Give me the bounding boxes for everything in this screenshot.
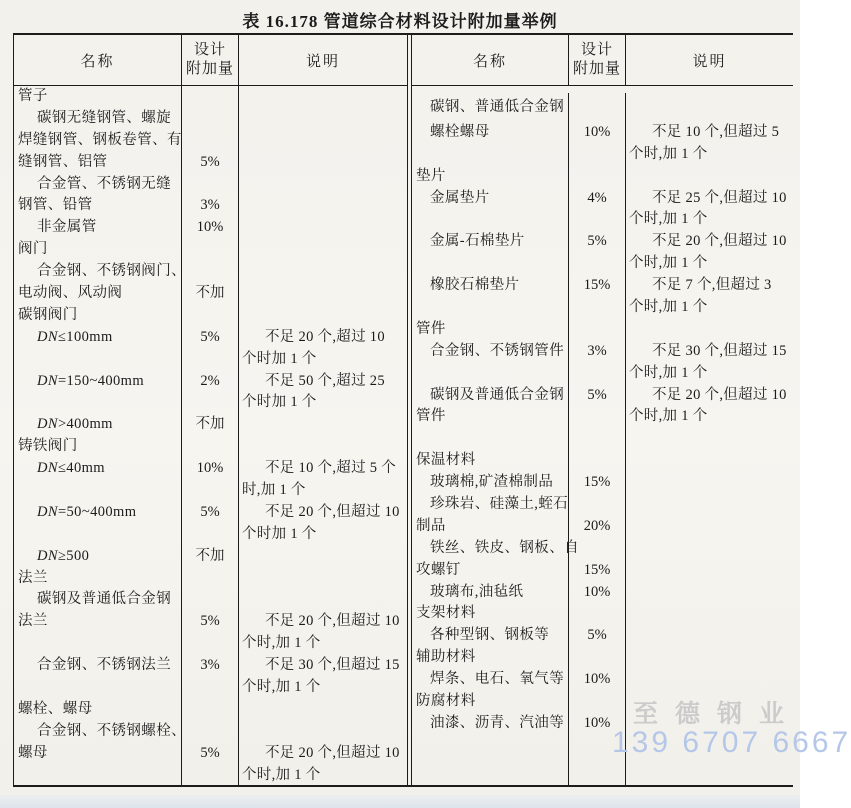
table-row: [412, 166, 793, 188]
name-cell: 管件: [416, 320, 446, 337]
note-cell: 个时,加 1 个: [629, 408, 708, 425]
note-cell: [239, 283, 407, 305]
qty-cell: 10%: [568, 122, 626, 144]
name-cell: 钢管、铅管: [18, 197, 93, 214]
note-cell: [626, 516, 793, 538]
table-row: [14, 305, 407, 327]
qty-cell: 10%: [568, 713, 626, 735]
table-row: [14, 414, 407, 436]
name-cell: [412, 428, 568, 450]
qty-cell: 10%: [181, 217, 239, 239]
note-cell: 不足 30 个,但超过 15: [265, 657, 400, 674]
qty-cell: 2%: [181, 371, 239, 393]
note-cell: [239, 108, 407, 130]
table-row: [14, 261, 407, 283]
qty-cell: [181, 677, 239, 699]
note-cell: [626, 93, 793, 122]
qty-cell: [181, 174, 239, 196]
table-title: 表 16.178 管道综合材料设计附加量举例: [242, 12, 558, 31]
qty-cell: [181, 436, 239, 458]
note-cell: 不足 20 个,但超过 10: [652, 386, 787, 403]
note-cell: [626, 428, 793, 450]
name-cell: 非金属管: [37, 219, 97, 236]
note-cell: [239, 546, 407, 568]
table-row: [412, 86, 793, 122]
table-row: [412, 516, 793, 538]
qty-cell: 10%: [568, 582, 626, 604]
name-cell: 电动阀、风动阀: [18, 285, 123, 302]
name-cell: 辅助材料: [416, 649, 476, 666]
name-cell: 管件: [416, 408, 446, 425]
note-cell: [239, 436, 407, 458]
table-row: [14, 589, 407, 611]
name-cell: [14, 633, 181, 655]
table-row: [14, 458, 407, 480]
table-row: [14, 152, 407, 174]
note-cell: [626, 450, 793, 472]
table-row: [14, 743, 407, 765]
qty-cell: [568, 428, 626, 450]
qty-cell: 3%: [568, 341, 626, 363]
qty-cell: [568, 538, 626, 560]
table-row: [412, 209, 793, 231]
table-row: [412, 647, 793, 669]
name-cell: [14, 392, 181, 414]
name-cell: 合金钢、不锈钢阀门、: [37, 263, 186, 280]
qty-cell: [181, 239, 239, 261]
name-cell: 螺栓、螺母: [18, 700, 93, 717]
name-cell: 金属垫片: [430, 189, 490, 206]
name-cell: [14, 524, 181, 546]
name-cell: 支架材料: [416, 605, 476, 622]
name-cell: [412, 735, 568, 785]
table-left-half: [14, 35, 408, 785]
note-cell: 个时加 1 个: [242, 350, 317, 367]
qty-cell: [181, 765, 239, 787]
table-row: [412, 428, 793, 450]
note-cell: 不足 20 个,超过 10: [265, 328, 385, 345]
note-cell: [239, 217, 407, 239]
watermark-phone: 139 6707 6667: [612, 726, 851, 759]
name-cell: [14, 765, 181, 787]
note-cell: 个时,加 1 个: [629, 364, 708, 381]
column-header-name: 名称: [472, 53, 507, 70]
header-qty-line1: 设计: [193, 42, 226, 58]
table-row: [412, 625, 793, 647]
note-cell: 个时,加 1 个: [629, 211, 708, 228]
table-row: [412, 406, 793, 428]
table-row: [14, 349, 407, 371]
qty-cell: [568, 450, 626, 472]
name-cell: 螺母: [18, 744, 48, 761]
name-cell: 攻螺钉: [416, 561, 461, 578]
name-cell: 碳钢及普通低合金钢: [37, 591, 172, 608]
column-header-design-addition: [181, 35, 239, 85]
table-row: [14, 130, 407, 152]
note-cell: [626, 560, 793, 582]
note-cell: [239, 261, 407, 283]
note-cell: 时,加 1 个: [242, 482, 306, 499]
name-cell: DN>400mm: [37, 416, 113, 433]
table-row: [14, 765, 407, 787]
watermark-company: 至德钢业: [633, 700, 802, 728]
right-rows: [412, 86, 793, 785]
table-row: [412, 494, 793, 516]
qty-cell: [181, 699, 239, 721]
qty-cell: 5%: [181, 743, 239, 765]
table-row: [14, 524, 407, 546]
table-row: [412, 582, 793, 604]
note-cell: [239, 152, 407, 174]
name-cell: 焊条、电石、氧气等: [430, 671, 565, 688]
qty-cell: [568, 406, 626, 428]
note-cell: [626, 603, 793, 625]
table-row: [14, 217, 407, 239]
note-cell: [626, 582, 793, 604]
qty-cell: [568, 297, 626, 319]
name-cell: 碳钢及普通低合金钢: [430, 386, 565, 403]
name-cell: 铸铁阀门: [18, 438, 78, 455]
name-cell: DN≤100mm: [37, 328, 113, 345]
name-cell: [412, 297, 568, 319]
note-cell: 个时,加 1 个: [629, 299, 708, 316]
name-cell: 缝钢管、铝管: [18, 153, 108, 170]
qty-cell: 5%: [568, 385, 626, 407]
table-row: [412, 275, 793, 297]
name-cell: DN=50~400mm: [37, 503, 137, 520]
table-row: [14, 568, 407, 590]
name-cell: 合金管、不锈钢无缝: [37, 175, 172, 192]
name-cell: 玻璃棉,矿渣棉制品: [430, 474, 554, 491]
qty-cell: [568, 144, 626, 166]
note-cell: 不足 20 个,但超过 10: [265, 744, 400, 761]
name-cell: 油漆、沥青、汽油等: [430, 714, 565, 731]
note-cell: 个时,加 1 个: [242, 679, 321, 696]
qty-cell: 5%: [568, 625, 626, 647]
qty-cell: [568, 691, 626, 713]
qty-cell: [568, 494, 626, 516]
table-row: [412, 253, 793, 275]
table-row: [14, 86, 407, 108]
header-qty-line2: 附加量: [572, 61, 621, 77]
qty-cell: [181, 589, 239, 611]
table-row: [412, 669, 793, 691]
name-cell: [412, 363, 568, 385]
table-row: [412, 538, 793, 560]
table-row: [412, 122, 793, 144]
note-cell: [239, 414, 407, 436]
name-cell: [412, 144, 568, 166]
note-cell: [239, 305, 407, 327]
qty-cell: [568, 603, 626, 625]
qty-cell: 15%: [568, 560, 626, 582]
qty-cell: [181, 86, 239, 108]
table-row: [14, 174, 407, 196]
table-row: [14, 699, 407, 721]
column-header-design-addition: [568, 35, 626, 85]
table-row: [412, 450, 793, 472]
table-row: [412, 144, 793, 166]
name-cell: 阀门: [18, 241, 48, 258]
name-cell: 橡胶石棉垫片: [430, 277, 520, 294]
note-cell: [239, 721, 407, 743]
name-cell: 垫片: [416, 167, 446, 184]
name-cell: 铁丝、铁皮、钢板、自: [430, 539, 579, 556]
table-row: [412, 363, 793, 385]
table-row: [14, 327, 407, 349]
header-qty-line1: 设计: [580, 42, 613, 58]
table-right-half: [411, 35, 793, 785]
qty-cell: [181, 480, 239, 502]
qty-cell: 10%: [181, 458, 239, 480]
note-cell: 个时,加 1 个: [629, 145, 708, 162]
name-cell: [14, 349, 181, 371]
name-cell: 金属-石棉垫片: [430, 233, 525, 250]
table-row: [14, 239, 407, 261]
note-cell: [239, 699, 407, 721]
note-cell: [239, 589, 407, 611]
name-cell: 玻璃布,油毡纸: [430, 583, 524, 600]
name-cell: [14, 480, 181, 502]
qty-cell: 15%: [568, 275, 626, 297]
note-cell: 不足 50 个,超过 25: [265, 372, 385, 389]
column-header-name: 名称: [80, 53, 115, 70]
qty-cell: [181, 524, 239, 546]
qty-cell: 20%: [568, 516, 626, 538]
note-cell: 个时,加 1 个: [242, 635, 321, 652]
table-row: [412, 603, 793, 625]
qty-cell: [181, 305, 239, 327]
note-cell: [626, 625, 793, 647]
table-row: [412, 231, 793, 253]
qty-cell: 10%: [568, 669, 626, 691]
qty-cell: [181, 349, 239, 371]
qty-cell: [181, 108, 239, 130]
note-cell: [626, 669, 793, 691]
note-cell: [626, 319, 793, 341]
qty-cell: [568, 363, 626, 385]
table-row: [14, 677, 407, 699]
note-cell: 个时加 1 个: [242, 394, 317, 411]
qty-cell: 5%: [568, 231, 626, 253]
table-row: [14, 655, 407, 677]
header-qty-line2: 附加量: [185, 61, 234, 77]
table-row: [412, 472, 793, 494]
name-cell: 合金钢、不锈钢法兰: [37, 657, 172, 674]
qty-cell: [181, 633, 239, 655]
qty-cell: 5%: [181, 611, 239, 633]
name-cell: [412, 209, 568, 231]
name-cell: 制品: [416, 517, 446, 534]
table-row: [412, 560, 793, 582]
qty-cell: 不加: [181, 283, 239, 305]
name-cell: 碳钢阀门: [18, 306, 78, 323]
table-row: [412, 385, 793, 407]
materials-table: [13, 33, 793, 787]
name-cell: 珍珠岩、硅藻土,蛭石: [430, 496, 569, 513]
column-header-note: 说明: [305, 53, 340, 70]
note-cell: [626, 538, 793, 560]
note-cell: [239, 239, 407, 261]
name-cell: 合金钢、不锈钢管件: [430, 342, 565, 359]
name-cell: 焊缝钢管、钢板卷管、有: [18, 131, 182, 148]
name-cell: 防腐材料: [416, 693, 476, 710]
name-cell: [14, 677, 181, 699]
note-cell: 不足 7 个,但超过 3: [652, 277, 772, 294]
note-cell: 不足 20 个,但超过 10: [265, 613, 400, 630]
qty-cell: [181, 130, 239, 152]
table-row: [14, 371, 407, 393]
note-cell: 个时,加 1 个: [242, 766, 321, 783]
note-cell: [626, 494, 793, 516]
qty-cell: 3%: [181, 655, 239, 677]
qty-cell: [568, 319, 626, 341]
name-cell: 法兰: [18, 613, 48, 630]
name-cell: 合金钢、不锈钢螺栓、: [37, 722, 186, 739]
table-row: [14, 195, 407, 217]
table-row: [14, 436, 407, 458]
qty-cell: 不加: [181, 546, 239, 568]
note-cell: [239, 86, 407, 108]
qty-cell: [568, 253, 626, 275]
left-rows: [14, 86, 407, 787]
table-row: [412, 188, 793, 210]
note-cell: [626, 647, 793, 669]
table-row: [14, 611, 407, 633]
page-edge-strip: [0, 795, 800, 808]
qty-cell: [181, 568, 239, 590]
name-cell: 碳钢、普通低合金钢: [430, 99, 565, 115]
table-row: [14, 480, 407, 502]
qty-cell: 5%: [181, 327, 239, 349]
table-row: [14, 546, 407, 568]
table-row: [14, 283, 407, 305]
left-header-row: [14, 35, 407, 86]
qty-cell: 5%: [181, 152, 239, 174]
note-cell: 个时,加 1 个: [629, 255, 708, 272]
qty-cell: [181, 261, 239, 283]
table-row: [412, 319, 793, 341]
right-header-row: [412, 35, 793, 86]
note-cell: 不足 20 个,但超过 10: [652, 233, 787, 250]
note-cell: [626, 472, 793, 494]
table-row: [412, 341, 793, 363]
name-cell: 各种型钢、钢板等: [430, 627, 550, 644]
qty-cell: [181, 721, 239, 743]
note-cell: 不足 30 个,但超过 15: [652, 342, 787, 359]
note-cell: [239, 195, 407, 217]
note-cell: 个时加 1 个: [242, 525, 317, 542]
name-cell: 法兰: [18, 569, 48, 586]
table-row: [14, 392, 407, 414]
name-cell: DN≥500: [37, 547, 90, 564]
table-row: [14, 721, 407, 743]
qty-cell: [568, 166, 626, 188]
qty-cell: 不加: [181, 414, 239, 436]
name-cell: 管子: [18, 88, 48, 104]
note-cell: 不足 10 个,超过 5 个: [265, 460, 397, 477]
qty-cell: [568, 647, 626, 669]
name-cell: 碳钢无缝钢管、螺旋: [37, 109, 172, 126]
qty-cell: 3%: [181, 195, 239, 217]
table-row: [412, 297, 793, 319]
name-cell: DN≤40mm: [37, 460, 105, 477]
qty-cell: 5%: [181, 502, 239, 524]
name-cell: [412, 253, 568, 275]
name-cell: 螺栓螺母: [430, 123, 490, 140]
table-row: [14, 108, 407, 130]
qty-cell: [568, 93, 626, 122]
note-cell: [626, 166, 793, 188]
note-cell: 不足 20 个,但超过 10: [265, 503, 400, 520]
note-cell: 不足 10 个,但超过 5: [652, 123, 780, 140]
table-row: [14, 502, 407, 524]
qty-cell: [568, 209, 626, 231]
table-row: [14, 633, 407, 655]
note-cell: [239, 130, 407, 152]
note-cell: [239, 174, 407, 196]
qty-cell: [181, 392, 239, 414]
name-cell: 保温材料: [416, 452, 476, 469]
qty-cell: 15%: [568, 472, 626, 494]
name-cell: DN=150~400mm: [37, 372, 145, 389]
column-header-note: 说明: [692, 53, 727, 70]
note-cell: [239, 568, 407, 590]
qty-cell: 4%: [568, 188, 626, 210]
note-cell: 不足 25 个,但超过 10: [652, 189, 787, 206]
